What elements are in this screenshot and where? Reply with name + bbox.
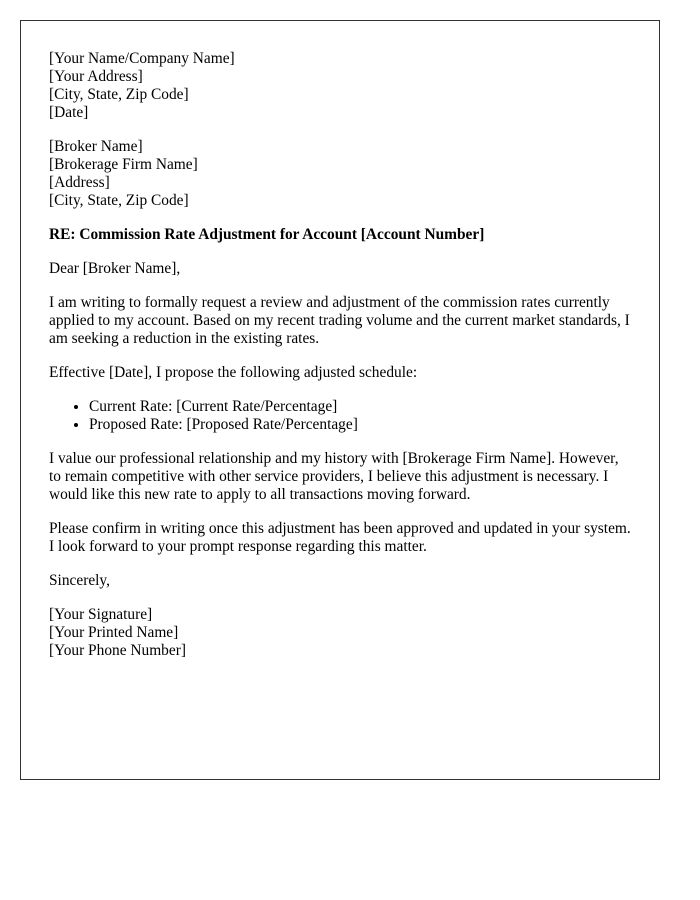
brokerage-firm-name: [Brokerage Firm Name] <box>49 156 198 173</box>
body-paragraph-confirmation: Please confirm in writing once this adjustment has been approved and updated in your system. I look forward to your prompt response regarding this matter. <box>49 520 631 555</box>
recipient-address-block <box>49 138 631 210</box>
body-paragraph-effective: Effective [Date], I propose the following adjusted schedule: <box>49 364 418 381</box>
signature-block <box>49 606 631 660</box>
body-paragraph-relationship: I value our professional relationship and my history with [Brokerage Firm Name]. However, to remain competitive with other service providers, I believe this adjustment is necessary. I would like this new rate to apply to all transactions moving forward. <box>49 450 619 503</box>
letter-date: [Date] <box>49 104 89 121</box>
list-item-current-rate: • Current Rate: [Current Rate/Percentage] <box>89 398 631 416</box>
sender-city-state-zip: [City, State, Zip Code] <box>49 86 189 103</box>
sender-name: [Your Name/Company Name] <box>49 50 235 67</box>
subject-line: RE: Commission Rate Adjustment for Account [Account Number] <box>49 226 485 243</box>
sender-address: [Your Address] <box>49 68 143 85</box>
closing: Sincerely, <box>49 572 110 589</box>
salutation: Dear [Broker Name], <box>49 260 181 277</box>
recipient-address: [Address] <box>49 174 110 191</box>
signature-line: [Your Signature] <box>49 606 153 623</box>
body-paragraph-request: I am writing to formally request a review and adjustment of the commission rates currently applied to my account. Based on my recent trading volume and the current market standards, I am seeking a reduction in the existing rates. <box>49 294 630 347</box>
letter-page <box>20 20 660 780</box>
sender-address-block <box>49 50 631 122</box>
list-item-proposed-rate: • Proposed Rate: [Proposed Rate/Percentage] <box>89 416 631 434</box>
phone-number-line: [Your Phone Number] <box>49 642 186 659</box>
rate-schedule-list <box>49 398 631 434</box>
recipient-city-state-zip: [City, State, Zip Code] <box>49 192 189 209</box>
printed-name-line: [Your Printed Name] <box>49 624 179 641</box>
broker-name: [Broker Name] <box>49 138 143 155</box>
